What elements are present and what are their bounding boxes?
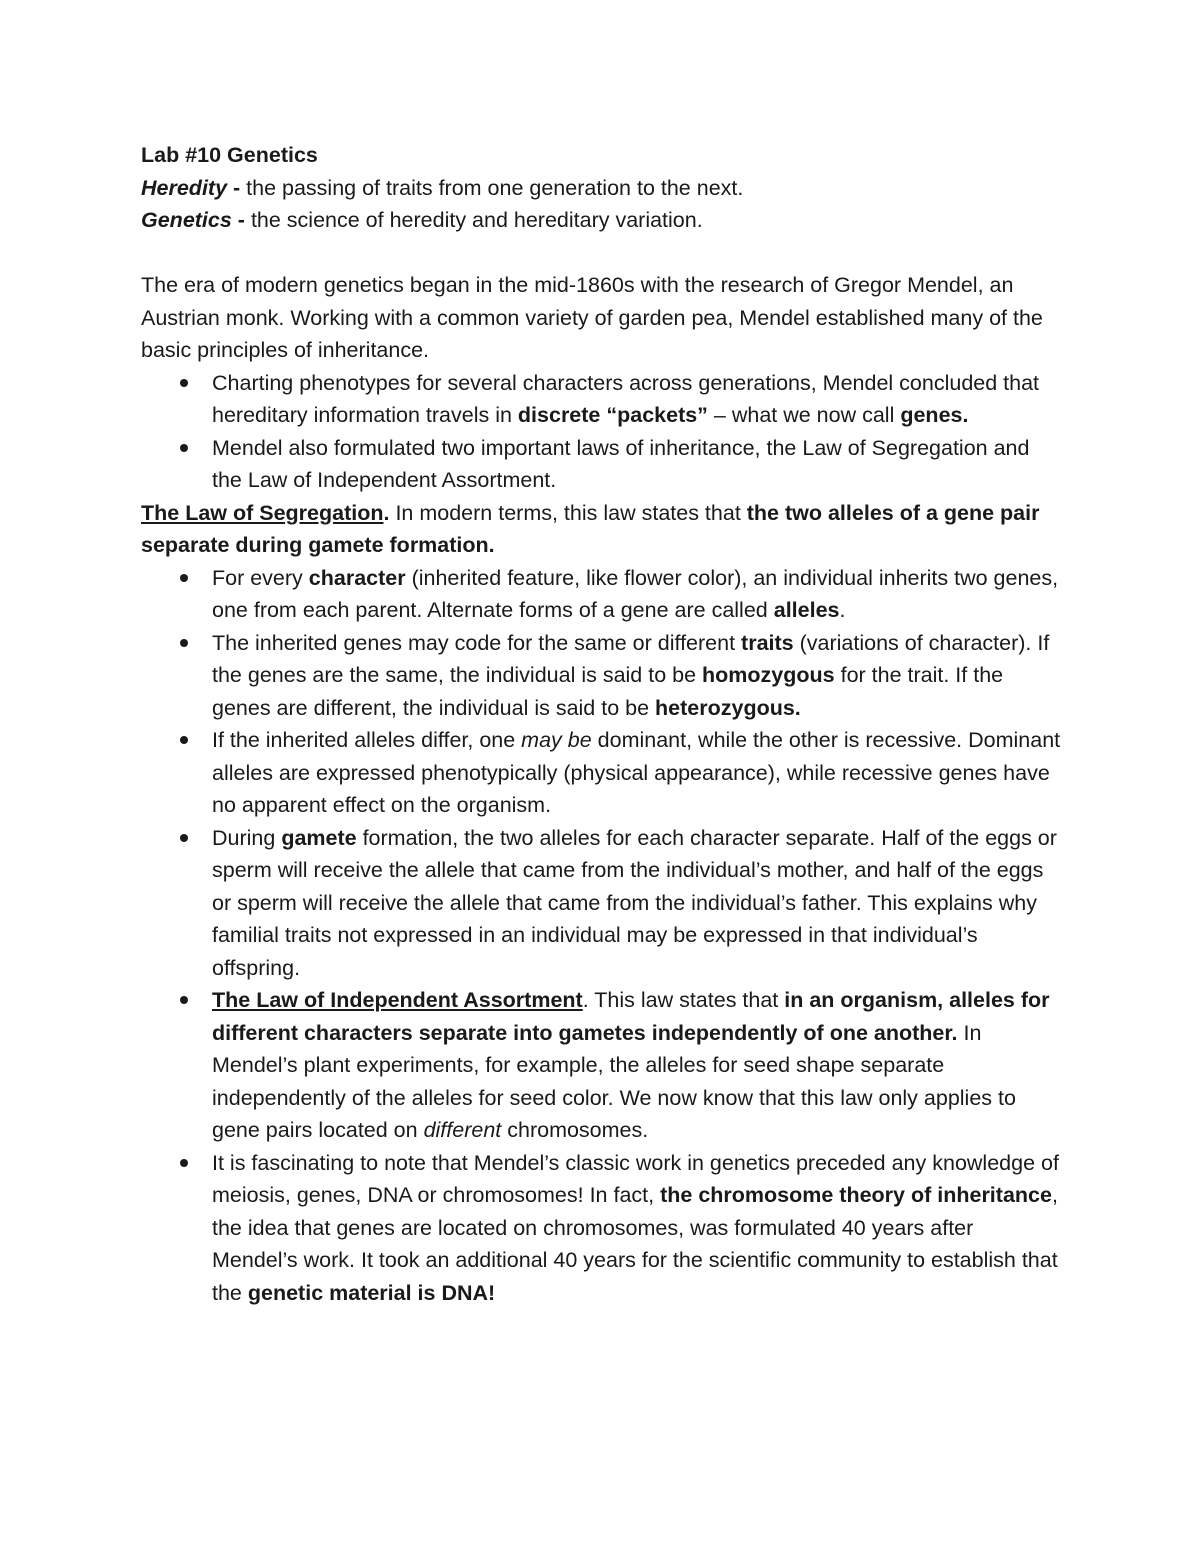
list-item [212, 562, 1061, 627]
emphasis-text: alleles [773, 598, 840, 622]
list-item [212, 822, 1061, 985]
list-item-text: Charting phenotypes for several characters across generations, Mendel concluded that hereditary information travels in [212, 370, 1040, 427]
bullet-icon [180, 996, 188, 1004]
bullet-icon [180, 444, 188, 452]
definition-term: Genetics [141, 208, 232, 232]
segregation-bullet-list [141, 562, 1061, 1310]
bullet-icon [180, 574, 188, 582]
emphasis-text: heterozygous. [655, 695, 801, 720]
list-item-text: During [212, 825, 282, 850]
heading-punctuation: . [383, 500, 390, 525]
emphasis-text: character [308, 565, 406, 590]
definition-heredity [141, 172, 1061, 205]
intro-bullet-list [141, 367, 1061, 497]
list-item-text: . This law states that [582, 988, 785, 1012]
bullet-icon [180, 639, 188, 647]
list-item-text: The inherited genes may code for the same or different [212, 630, 742, 655]
intro-paragraph: The era of modern genetics began in the mid-1860s with the research of Gregor Mendel, an Austrian monk. Working with a common variety of garden pea, Mendel established many of the basic principles of inheritance. [141, 273, 1043, 362]
document-title: Lab #10 Genetics [141, 143, 318, 167]
list-item-text: (inherited feature, like flower color), an individual inherits two genes, one from each parent. Alternate forms of a gene are called [212, 565, 1059, 622]
document-page [141, 139, 1061, 1309]
definition-text: the passing of traits from one generation to the next. [246, 175, 744, 200]
bullet-icon [180, 1159, 188, 1167]
definition-separator: - [231, 208, 251, 232]
italic-text: may be [521, 728, 592, 752]
section-heading-segregation: The Law of Segregation [141, 500, 384, 525]
list-item-text: It is fascinating to note that Mendel’s classic work in genetics preceded any knowledge of meiosis, genes, DNA or chromosomes! In fact, [212, 1150, 1059, 1207]
emphasis-text: the chromosome theory of inheritance [660, 1183, 1052, 1207]
emphasis-text: homozygous [702, 663, 835, 687]
list-item-text: for the trait. If the genes are different, the individual is said to be [212, 663, 1004, 720]
list-item-text: (variations of character). If the genes are the same, the individual is said to be [212, 630, 1050, 687]
bullet-icon [180, 736, 188, 744]
bullet-icon [180, 834, 188, 842]
list-item-text: If the inherited alleles differ, one [212, 728, 522, 752]
definition-term: Heredity [141, 175, 228, 200]
list-item-text: chromosomes. [501, 1118, 649, 1142]
list-item-text: , the idea that genes are located on chromosomes, was formulated 40 years after Mendel’s work. It took an additional 40 years for the scientific community to establish that the [212, 1183, 1058, 1305]
definition-text: the science of heredity and hereditary variation. [250, 208, 703, 232]
list-item [212, 367, 1061, 432]
list-item [212, 627, 1061, 725]
emphasis-text: traits [741, 630, 794, 655]
italic-text: different [423, 1118, 502, 1142]
segregation-paragraph [141, 497, 1061, 562]
list-item-text: – what we now call [707, 403, 901, 427]
emphasis-text: discrete “packets” [517, 403, 708, 427]
list-item [212, 984, 1061, 1147]
paragraph-text: In modern terms, this law states that [389, 500, 747, 525]
emphasis-text: genes. [900, 403, 969, 427]
list-item-text: For every [212, 565, 309, 590]
definition-genetics [141, 204, 1061, 237]
section-heading-independent-assortment: The Law of Independent Assortment [212, 988, 583, 1012]
definition-separator: - [227, 175, 247, 200]
emphasis-text: the two alleles of a gene pair separate during gamete formation. [141, 500, 1040, 557]
blank-line [141, 237, 1061, 270]
emphasis-text: gamete [281, 825, 357, 850]
emphasis-text: in an organism, alleles for different characters separate into gametes independently of one another. [212, 988, 1050, 1045]
list-item-text: . [839, 598, 846, 622]
list-item-text: dominant, while the other is recessive. Dominant alleles are expressed phenotypically (physical appearance), while recessive genes have no apparent effect on the organism. [212, 728, 1061, 817]
emphasis-text: genetic material is DNA! [247, 1280, 496, 1305]
list-item [212, 724, 1061, 822]
list-item [212, 432, 1061, 497]
list-item-text: formation, the two alleles for each character separate. Half of the eggs or sperm will receive the allele that came from the individual’s mother, and half of the eggs or sperm will receive the allele that came from the individual’s father. This explains why familial traits not expressed in an individual may be expressed in that individual’s offspring. [212, 825, 1057, 980]
list-item [212, 1147, 1061, 1310]
list-item-text: In Mendel’s plant experiments, for example, the alleles for seed shape separate independently of the alleles for seed color. We now know that this law only applies to gene pairs located on [212, 1020, 1016, 1142]
list-item-text: Mendel also formulated two important laws of inheritance, the Law of Segregation and the Law of Independent Assortment. [212, 435, 1030, 492]
bullet-icon [180, 379, 188, 387]
